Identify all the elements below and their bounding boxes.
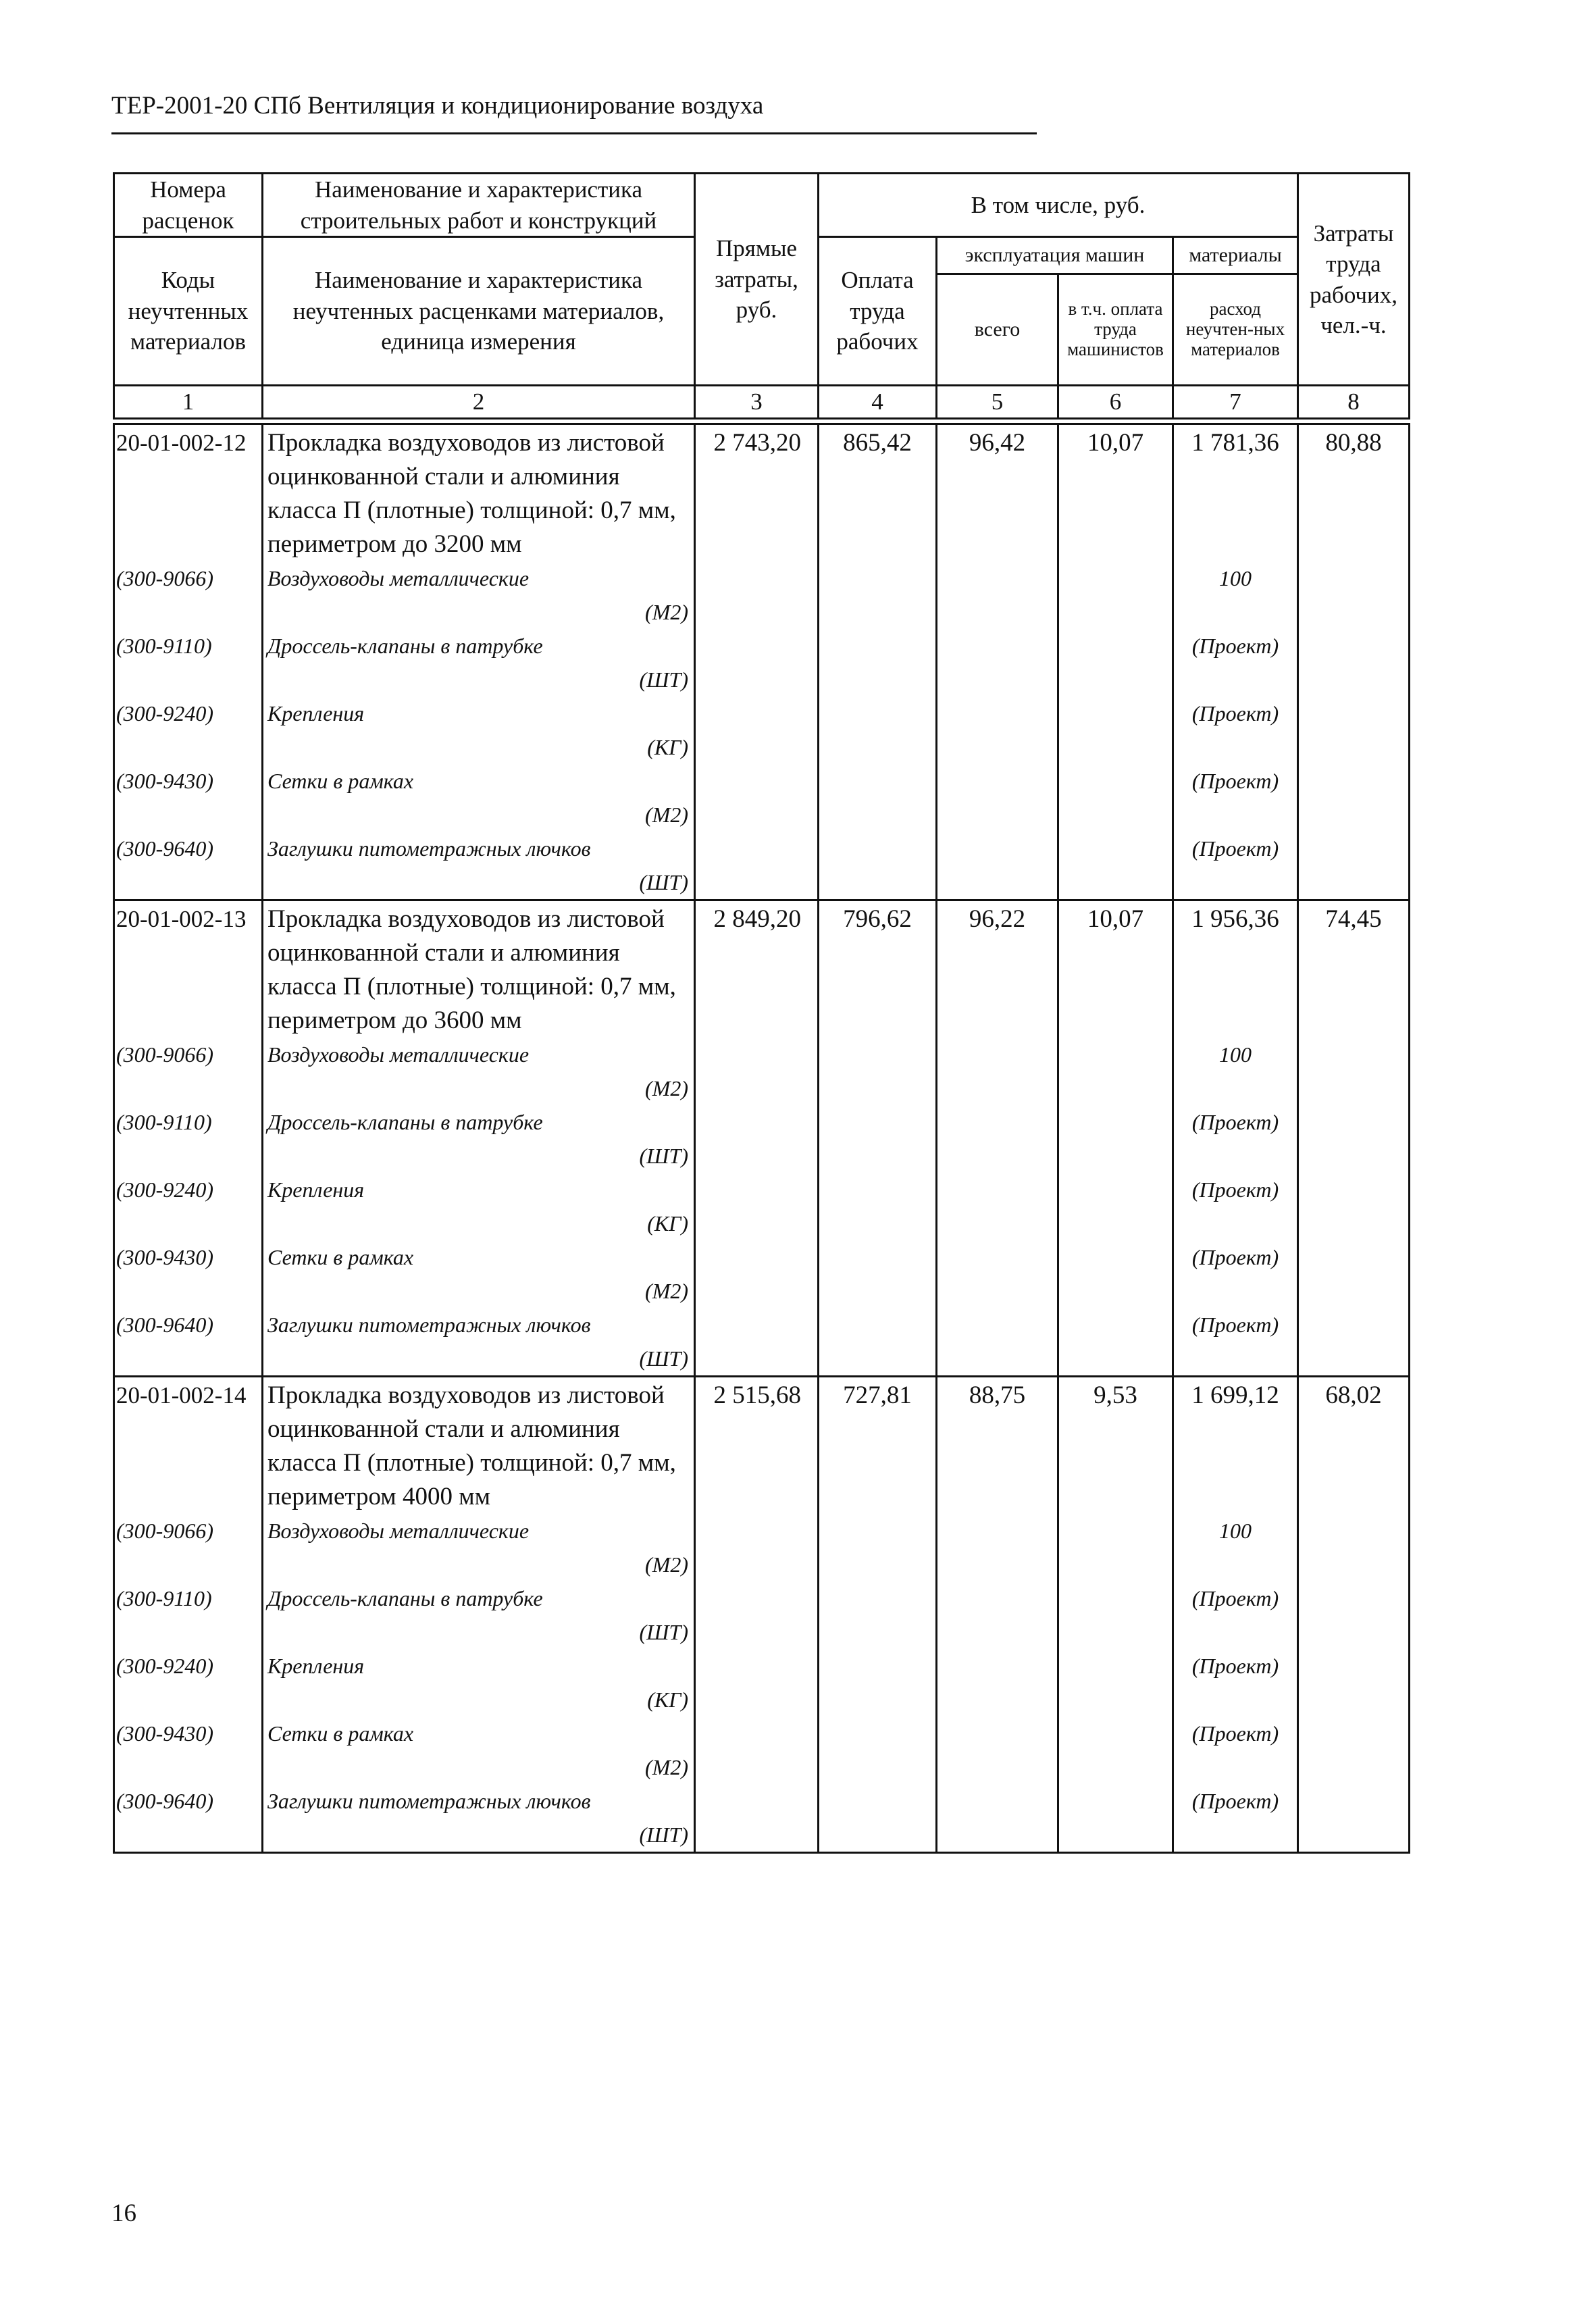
empty-cell [1058, 1514, 1173, 1581]
labor-hours: 68,02 [1298, 1377, 1410, 1515]
empty-cell [695, 764, 819, 832]
column-number: 1 [114, 386, 263, 419]
empty-cell [695, 1649, 819, 1717]
material-name: Воздуховоды металлические [267, 1042, 530, 1067]
material-code: (300-9430) [114, 764, 263, 832]
header-rate-numbers: Номера расценок [114, 174, 263, 237]
empty-cell [819, 1784, 937, 1853]
material-unit: (ШТ) [639, 667, 688, 692]
material-row [114, 696, 1410, 764]
labor-pay: 727,81 [819, 1377, 937, 1515]
machines-total: 96,22 [937, 900, 1058, 1038]
header-material-name: Наименование и характеристика неучтенных расценками материалов, единица измерения [263, 237, 695, 386]
empty-cell [695, 832, 819, 900]
material-name-cell [263, 561, 695, 629]
column-number: 6 [1058, 386, 1173, 419]
material-code: (300-9240) [114, 696, 263, 764]
material-name-cell [263, 1514, 695, 1581]
materials-cost: 1 699,12 [1173, 1377, 1298, 1515]
material-consumption: 100 [1173, 561, 1298, 629]
material-unit: (М2) [645, 1076, 688, 1100]
header-materials-group: материалы [1173, 237, 1298, 274]
empty-cell [695, 696, 819, 764]
column-number: 3 [695, 386, 819, 419]
material-consumption: (Проект) [1173, 1649, 1298, 1717]
material-unit: (КГ) [647, 1687, 688, 1712]
materials-cost: 1 956,36 [1173, 900, 1298, 1038]
empty-cell [819, 832, 937, 900]
material-name: Крепления [267, 1654, 365, 1678]
material-name: Сетки в рамках [267, 1721, 414, 1746]
material-consumption: (Проект) [1173, 696, 1298, 764]
material-code: (300-9640) [114, 1308, 263, 1377]
rate-code: 20-01-002-13 [114, 900, 263, 1038]
material-code: (300-9430) [114, 1240, 263, 1308]
machinist-pay: 10,07 [1058, 900, 1173, 1038]
empty-cell [695, 1784, 819, 1853]
material-unit: (М2) [645, 1755, 688, 1779]
material-name: Воздуховоды металлические [267, 566, 530, 590]
empty-cell [1058, 1581, 1173, 1649]
direct-costs: 2 849,20 [695, 900, 819, 1038]
empty-cell [1058, 561, 1173, 629]
material-row [114, 1105, 1410, 1173]
column-number: 2 [263, 386, 695, 419]
material-row [114, 1581, 1410, 1649]
header-machines-total: всего [937, 274, 1058, 386]
material-name: Заглушки питометражных лючков [267, 836, 591, 861]
empty-cell [1058, 1173, 1173, 1240]
material-code: (300-9430) [114, 1717, 263, 1784]
material-code: (300-9110) [114, 1105, 263, 1173]
material-code: (300-9640) [114, 1784, 263, 1853]
empty-cell [1058, 1308, 1173, 1377]
material-row [114, 561, 1410, 629]
empty-cell [937, 832, 1058, 900]
rate-code: 20-01-002-12 [114, 424, 263, 562]
empty-cell [695, 1308, 819, 1377]
material-name-cell [263, 1173, 695, 1240]
material-row [114, 1173, 1410, 1240]
material-name-cell [263, 696, 695, 764]
material-name-cell [263, 1308, 695, 1377]
labor-hours: 80,88 [1298, 424, 1410, 562]
material-consumption: (Проект) [1173, 1784, 1298, 1853]
empty-cell [1058, 764, 1173, 832]
table-header [113, 172, 1410, 420]
empty-cell [1298, 1581, 1410, 1649]
material-unit: (ШТ) [639, 1144, 688, 1168]
material-code: (300-9066) [114, 1514, 263, 1581]
labor-pay: 865,42 [819, 424, 937, 562]
empty-cell [937, 1717, 1058, 1784]
material-code: (300-9240) [114, 1649, 263, 1717]
empty-cell [819, 629, 937, 696]
empty-cell [819, 1717, 937, 1784]
material-unit: (КГ) [647, 735, 688, 759]
empty-cell [819, 1649, 937, 1717]
empty-cell [1298, 1649, 1410, 1717]
empty-cell [695, 1514, 819, 1581]
empty-cell [819, 1308, 937, 1377]
material-row [114, 629, 1410, 696]
empty-cell [937, 764, 1058, 832]
material-name-cell [263, 832, 695, 900]
empty-cell [1058, 1784, 1173, 1853]
empty-cell [1058, 1649, 1173, 1717]
material-name: Воздуховоды металлические [267, 1519, 530, 1543]
empty-cell [695, 1717, 819, 1784]
empty-cell [1298, 1717, 1410, 1784]
rate-description: Прокладка воздуховодов из листовой оцинкованной стали и алюминия класса П (плотные) толщиной: 0,7 мм, периметром до 3200 мм [263, 424, 695, 562]
material-consumption: (Проект) [1173, 764, 1298, 832]
empty-cell [695, 1581, 819, 1649]
empty-cell [1058, 1105, 1173, 1173]
header-machinist-pay: в т.ч. оплата труда машинистов [1058, 274, 1173, 386]
header-labor-pay: Оплата труда рабочих [819, 237, 937, 386]
material-consumption: 100 [1173, 1514, 1298, 1581]
column-number: 4 [819, 386, 937, 419]
material-name: Заглушки питометражных лючков [267, 1789, 591, 1813]
material-name-cell [263, 764, 695, 832]
rate-code: 20-01-002-14 [114, 1377, 263, 1515]
empty-cell [819, 1581, 937, 1649]
material-row [114, 1308, 1410, 1377]
empty-cell [937, 1173, 1058, 1240]
empty-cell [1058, 1038, 1173, 1105]
machinist-pay: 10,07 [1058, 424, 1173, 562]
material-name-cell [263, 1784, 695, 1853]
material-name: Дроссель-клапаны в патрубке [267, 1110, 543, 1134]
empty-cell [695, 1038, 819, 1105]
empty-cell [819, 764, 937, 832]
material-name: Сетки в рамках [267, 1245, 414, 1269]
machines-total: 96,42 [937, 424, 1058, 562]
material-row [114, 1038, 1410, 1105]
material-name: Дроссель-клапаны в патрубке [267, 634, 543, 658]
material-name-cell [263, 1240, 695, 1308]
empty-cell [1298, 561, 1410, 629]
machines-total: 88,75 [937, 1377, 1058, 1515]
material-name-cell [263, 1649, 695, 1717]
column-number: 5 [937, 386, 1058, 419]
material-unit: (М2) [645, 600, 688, 624]
material-consumption: (Проект) [1173, 1105, 1298, 1173]
empty-cell [937, 561, 1058, 629]
material-unit: (ШТ) [639, 1823, 688, 1847]
rate-row [114, 900, 1410, 1038]
material-unit: (М2) [645, 803, 688, 827]
direct-costs: 2 515,68 [695, 1377, 819, 1515]
material-name-cell [263, 1105, 695, 1173]
material-name: Дроссель-клапаны в патрубке [267, 1586, 543, 1610]
empty-cell [695, 561, 819, 629]
labor-pay: 796,62 [819, 900, 937, 1038]
material-name-cell [263, 1717, 695, 1784]
empty-cell [1298, 1308, 1410, 1377]
rate-row [114, 424, 1410, 562]
empty-cell [1298, 764, 1410, 832]
empty-cell [937, 1784, 1058, 1853]
empty-cell [695, 1240, 819, 1308]
material-name-cell [263, 629, 695, 696]
material-unit: (ШТ) [639, 870, 688, 894]
empty-cell [819, 561, 937, 629]
material-unit: (М2) [645, 1552, 688, 1577]
material-row [114, 1514, 1410, 1581]
material-consumption: (Проект) [1173, 1308, 1298, 1377]
empty-cell [937, 1514, 1058, 1581]
empty-cell [937, 1581, 1058, 1649]
material-row [114, 1784, 1410, 1853]
labor-hours: 74,45 [1298, 900, 1410, 1038]
header-machines-group: эксплуатация машин [937, 237, 1173, 274]
title-rule [111, 132, 1037, 134]
material-name-cell [263, 1581, 695, 1649]
machinist-pay: 9,53 [1058, 1377, 1173, 1515]
material-code: (300-9066) [114, 1038, 263, 1105]
empty-cell [937, 1038, 1058, 1105]
material-code: (300-9640) [114, 832, 263, 900]
empty-cell [1298, 629, 1410, 696]
empty-cell [819, 1038, 937, 1105]
header-material-codes: Коды неучтенных материалов [114, 237, 263, 386]
material-name-cell [263, 1038, 695, 1105]
material-unit: (ШТ) [639, 1346, 688, 1371]
empty-cell [937, 1649, 1058, 1717]
material-row [114, 1240, 1410, 1308]
column-number: 8 [1298, 386, 1410, 419]
empty-cell [1298, 1173, 1410, 1240]
empty-cell [819, 1240, 937, 1308]
empty-cell [1298, 1240, 1410, 1308]
empty-cell [695, 1173, 819, 1240]
empty-cell [819, 696, 937, 764]
materials-cost: 1 781,36 [1173, 424, 1298, 562]
material-consumption: (Проект) [1173, 629, 1298, 696]
material-name: Крепления [267, 1177, 365, 1202]
empty-cell [819, 1514, 937, 1581]
empty-cell [937, 1308, 1058, 1377]
header-unaccounted-materials: расход неучтен-ных материалов [1173, 274, 1298, 386]
material-row [114, 832, 1410, 900]
header-direct-costs: Прямые затраты, руб. [695, 174, 819, 386]
material-unit: (ШТ) [639, 1620, 688, 1644]
material-consumption: (Проект) [1173, 832, 1298, 900]
rate-description: Прокладка воздуховодов из листовой оцинкованной стали и алюминия класса П (плотные) толщиной: 0,7 мм, периметром до 3600 мм [263, 900, 695, 1038]
material-name: Сетки в рамках [267, 769, 414, 793]
rate-description: Прокладка воздуховодов из листовой оцинкованной стали и алюминия класса П (плотные) толщиной: 0,7 мм, периметром 4000 мм [263, 1377, 695, 1515]
document-title: ТЕР-2001-20 СПб Вентиляция и кондиционирование воздуха [111, 92, 764, 120]
material-code: (300-9240) [114, 1173, 263, 1240]
rates-table [113, 423, 1410, 1854]
material-unit: (М2) [645, 1279, 688, 1303]
rate-row [114, 1377, 1410, 1515]
direct-costs: 2 743,20 [695, 424, 819, 562]
empty-cell [1298, 832, 1410, 900]
empty-cell [1058, 629, 1173, 696]
empty-cell [937, 629, 1058, 696]
empty-cell [1298, 1514, 1410, 1581]
empty-cell [819, 1105, 937, 1173]
empty-cell [1298, 696, 1410, 764]
material-row [114, 1717, 1410, 1784]
empty-cell [937, 696, 1058, 764]
page-number: 16 [111, 2200, 136, 2227]
material-consumption: (Проект) [1173, 1173, 1298, 1240]
empty-cell [1058, 696, 1173, 764]
column-number: 7 [1173, 386, 1298, 419]
material-row [114, 764, 1410, 832]
material-row [114, 1649, 1410, 1717]
material-code: (300-9066) [114, 561, 263, 629]
material-unit: (КГ) [647, 1211, 688, 1236]
material-code: (300-9110) [114, 629, 263, 696]
header-including-group: В том числе, руб. [819, 174, 1298, 237]
empty-cell [695, 629, 819, 696]
empty-cell [1298, 1038, 1410, 1105]
empty-cell [1058, 1240, 1173, 1308]
empty-cell [937, 1240, 1058, 1308]
material-consumption: 100 [1173, 1038, 1298, 1105]
material-consumption: (Проект) [1173, 1717, 1298, 1784]
empty-cell [937, 1105, 1058, 1173]
material-consumption: (Проект) [1173, 1581, 1298, 1649]
empty-cell [1058, 832, 1173, 900]
empty-cell [1058, 1717, 1173, 1784]
header-work-name: Наименование и характеристика строительных работ и конструкций [263, 174, 695, 237]
empty-cell [1298, 1784, 1410, 1853]
header-labor-hours: Затраты труда рабочих, чел.-ч. [1298, 174, 1410, 386]
material-name: Заглушки питометражных лючков [267, 1313, 591, 1337]
empty-cell [819, 1173, 937, 1240]
material-code: (300-9110) [114, 1581, 263, 1649]
empty-cell [1298, 1105, 1410, 1173]
material-name: Крепления [267, 701, 365, 726]
material-consumption: (Проект) [1173, 1240, 1298, 1308]
empty-cell [695, 1105, 819, 1173]
